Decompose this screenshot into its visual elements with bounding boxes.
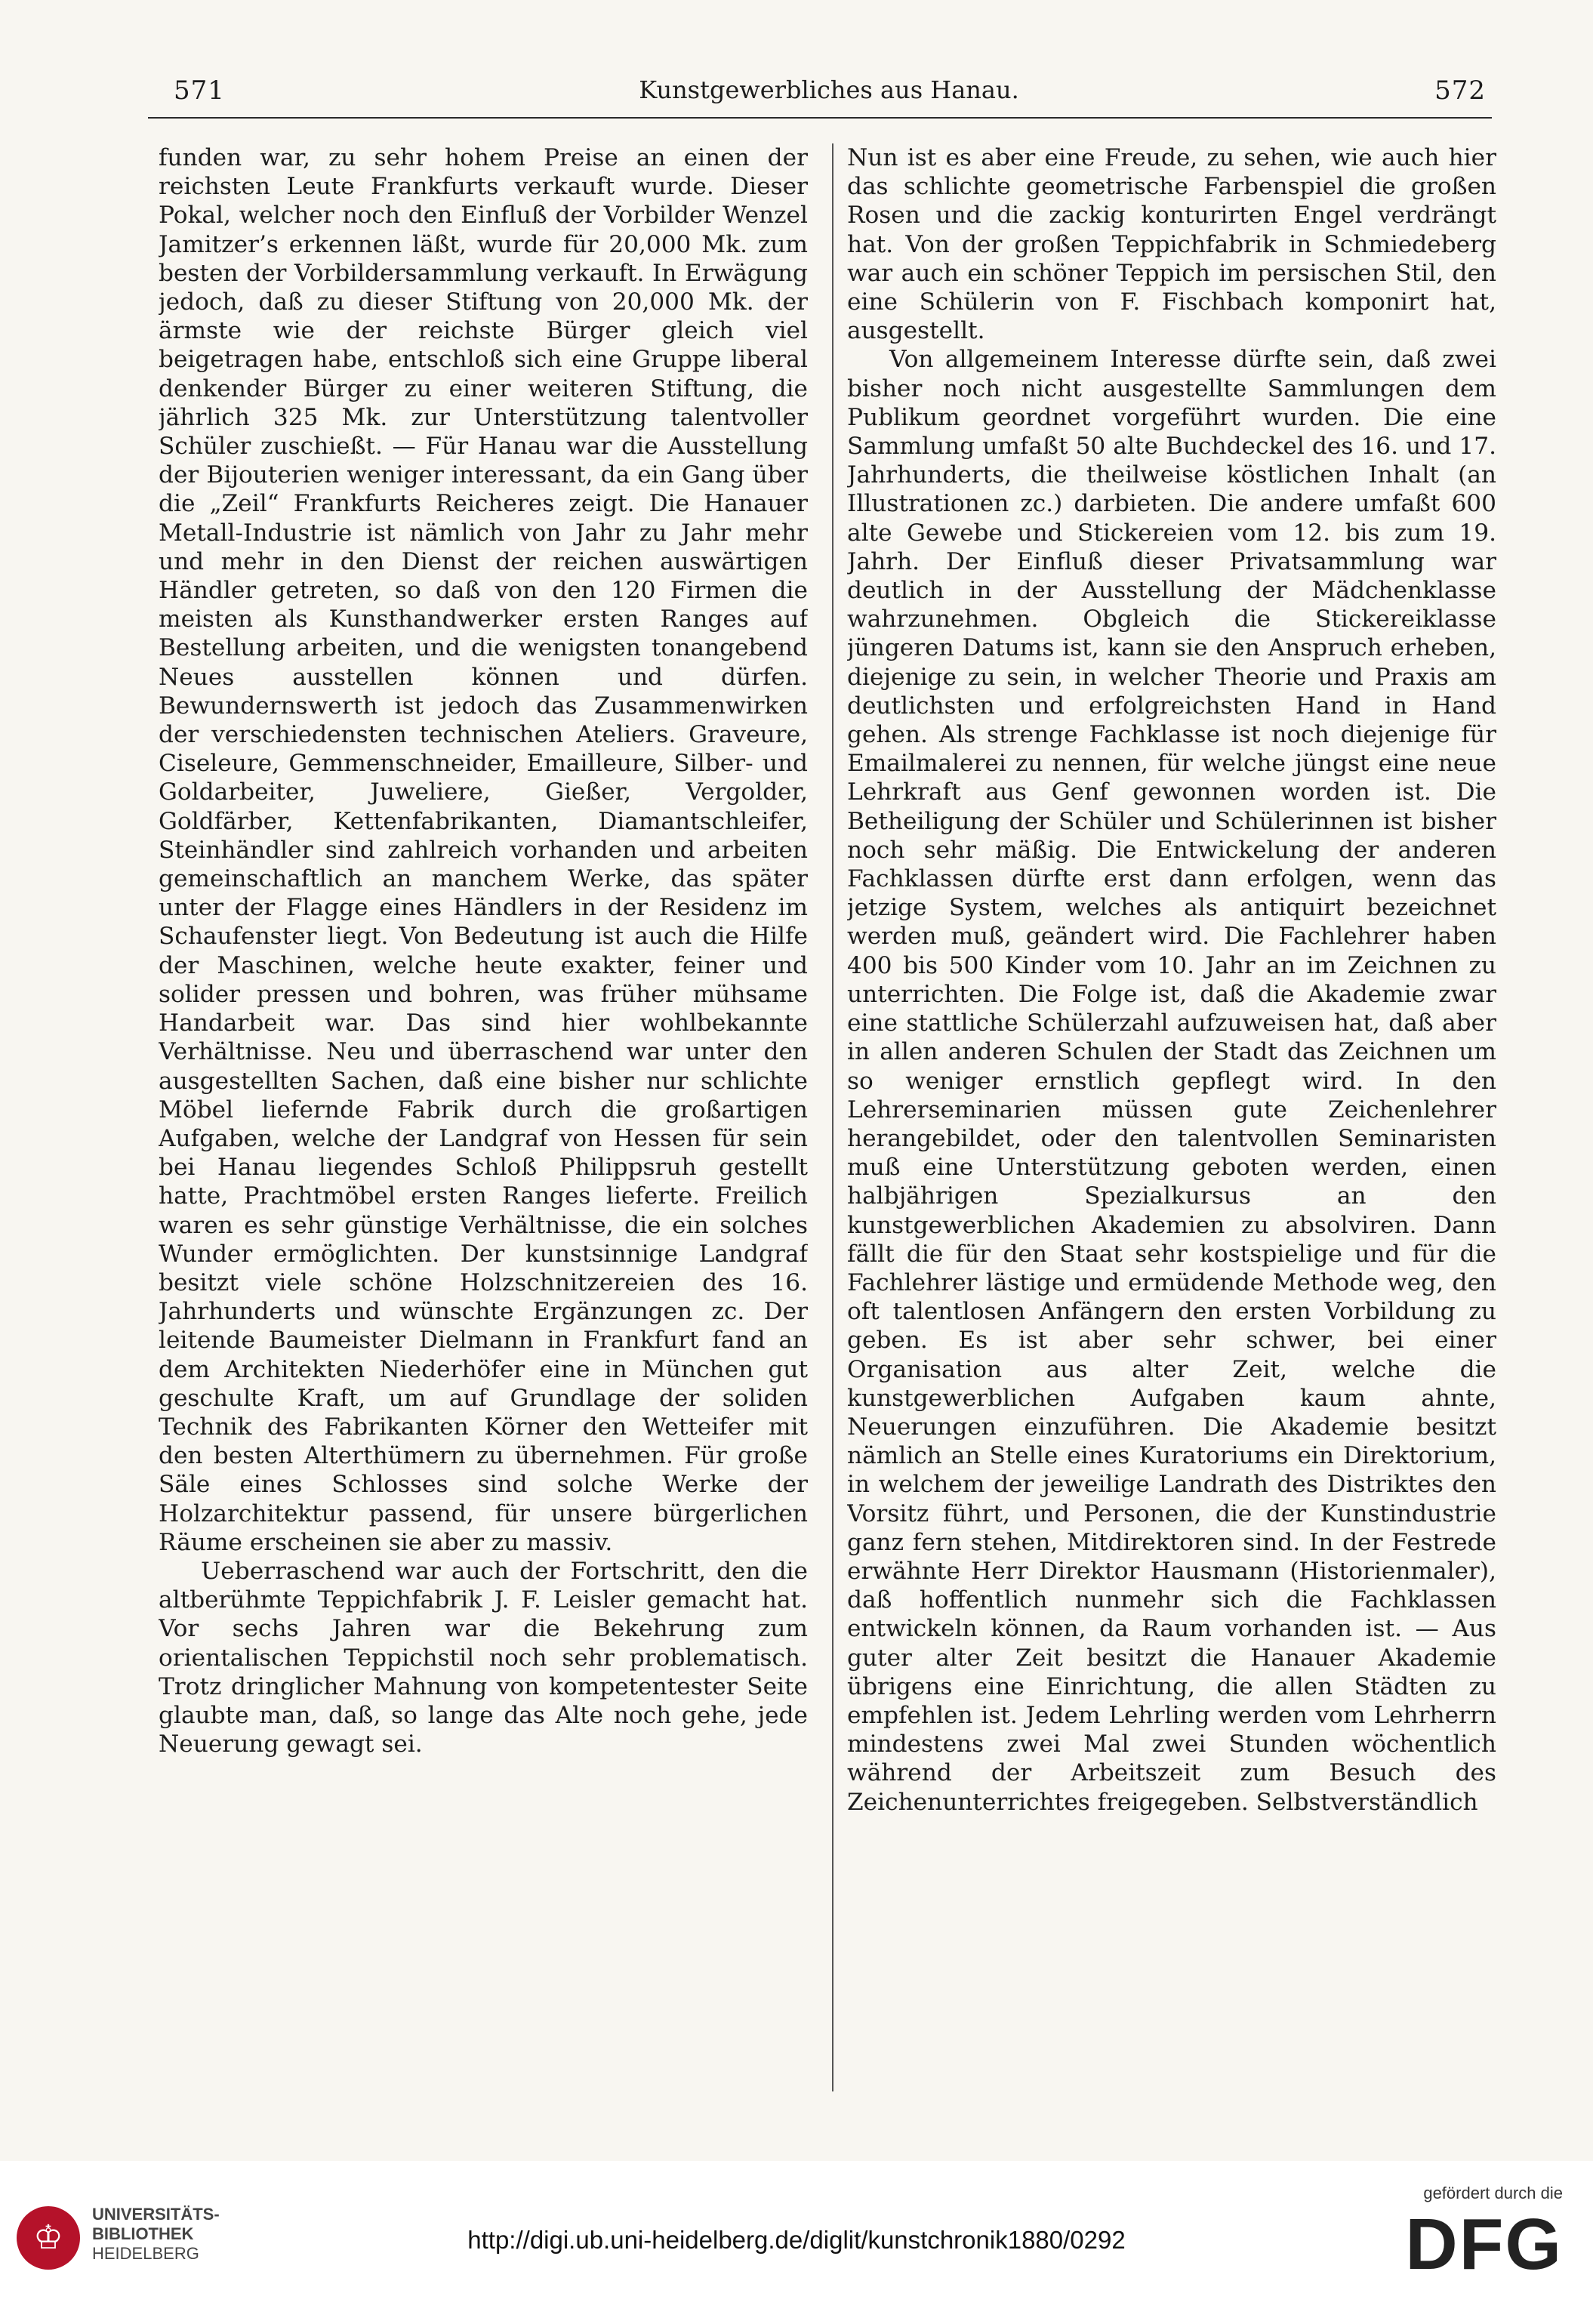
running-title: Kunstgewerbliches aus Hanau. bbox=[639, 76, 1019, 104]
dfg-logo-text: DFG bbox=[1405, 2204, 1563, 2285]
paragraph: Ueberraschend war auch der Fortschritt, den die altberühmte Teppichfabrik J. F. Leisler gemacht hat. Vor sechs Jahren war die Bekehrung zum orientalischen Teppichstil noch sehr problematisch. Trotz dringlicher Mahnung von kompetentester Seite glaubte man, daß, so lange das Alte noch gehe, jede Neuerung gewagt sei. bbox=[159, 1557, 808, 1758]
right-column bbox=[847, 143, 1496, 2095]
permalink-url[interactable]: http://digi.ub.uni-heidelberg.de/diglit/kunstchronik1880/0292 bbox=[467, 2226, 1126, 2254]
left-column bbox=[159, 143, 808, 2095]
page-number-left: 571 bbox=[174, 76, 225, 106]
header-rule bbox=[148, 117, 1492, 119]
page-number-right: 572 bbox=[1434, 76, 1486, 106]
library-name-line: HEIDELBERG bbox=[92, 2244, 199, 2263]
paragraph: funden war, zu sehr hohem Preise an einen der reichsten Leute Frankfurts verkauft wurde. Dieser Pokal, welcher noch den Einfluß der Vorbilder Wenzel Jamitzer’s erkennen läßt, wurde für 20,000 Mk. zum besten der Vorbildersammlung verkauft. In Erwägung jedoch, daß zu dieser Stiftung von 20,000 Mk. der ärmste wie der reichste Bürger gleich viel beigetragen habe, entschloß sich eine Gruppe liberal denkender Bürger zu einer weiteren Stiftung, die jährlich 325 Mk. zur Unterstützung talentvoller Schüler zuschießt. — Für Hanau war die Ausstellung der Bijouterien weniger interessant, da ein Gang über die „Zeil“ Frankfurts Reicheres zeigt. Die Hanauer Metall-Industrie ist nämlich von Jahr zu Jahr mehr und mehr in den Dienst der reichen auswärtigen Händler getreten, so daß von den 120 Firmen die meisten als Kunsthandwerker ersten Ranges auf Bestellung arbeiten, und die wenigsten tonangebend Neues ausstellen können und dürfen. Bewundernswerth ist jedoch das Zusammenwirken der verschiedensten technischen Ateliers. Graveure, Ciseleure, Gemmenschneider, Emailleure, Silber- und Goldarbeiter, Juweliere, Gießer, Vergolder, Goldfärber, Kettenfabrikanten, Diamantschleifer, Steinhändler sind zahlreich vorhanden und arbeiten gemeinschaftlich an manchem Werke, das später unter der Flagge eines Händlers in der Residenz im Schaufenster liegt. Von Bedeutung ist auch die Hilfe der Maschinen, welche heute exakter, feiner und solider pressen und bohren, was früher mühsame Handarbeit war. Das sind hier wohlbekannte Verhältnisse. Neu und überraschend war unter den ausgestellten Sachen, daß eine bisher nur schlichte Möbel liefernde Fabrik durch die großartigen Aufgaben, welche der Landgraf von Hessen für sein bei Hanau liegendes Schloß Philippsruh gestellt hatte, Prachtmöbel ersten Ranges lieferte. Freilich waren es sehr günstige Verhältnisse, die ein solches Wunder ermöglichten. Der kunstsinnige Landgraf besitzt viele schöne Holzschnitzereien des 16. Jahrhunderts und wünschte Ergänzungen zc. Der leitende Baumeister Dielmann in Frankfurt fand an dem Architekten Niederhöfer eine in München gut geschulte Kraft, um auf Grundlage der soliden Technik des Fabrikanten Körner den Wetteifer mit den besten Alterthümern zu übernehmen. Für große Säle eines Schlosses sind solche Werke der Holzarchitektur passend, für unsere bürgerlichen Räume erscheinen sie aber zu massiv. bbox=[159, 144, 808, 1556]
dfg-logo[interactable] bbox=[1389, 2184, 1563, 2297]
footer-bar bbox=[0, 2161, 1593, 2324]
paragraph: Von allgemeinem Interesse dürfte sein, daß zwei bisher noch nicht ausgestellte Sammlungen dem Publikum geordnet vorgeführt wurden. Die eine Sammlung umfaßt 50 alte Buchdeckel des 16. und 17. Jahrhunderts, die theilweise köstlichen Inhalt (an Illustrationen zc.) darbieten. Die andere umfaßt 600 alte Gewebe und Stickereien vom 12. bis zum 19. Jahrh. Der Einfluß dieser Privatsammlung war deutlich in der Ausstellung der Mädchenklasse wahrzunehmen. Obgleich die Stickereiklasse jüngeren Datums ist, kann sie den Anspruch erheben, diejenige zu sein, in welcher Theorie und Praxis am deutlichsten und erfolgreichsten Hand in Hand gehen. Als strenge Fachklasse ist noch diejenige für Emailmalerei zu nennen, für welche jüngst eine neue Lehrkraft aus Genf gewonnen worden ist. Die Betheiligung der Schüler und Schülerinnen ist bisher noch sehr mäßig. Die Entwickelung der anderen Fachklassen dürfte erst dann erfolgen, wenn das jetzige System, welches als antiquirt bezeichnet werden muß, geändert wird. Die Fachlehrer haben 400 bis 500 Kinder vom 10. Jahr an im Zeichnen zu unterrichten. Die Folge ist, daß die Akademie zwar eine stattliche Schülerzahl aufzuweisen hat, daß aber in allen anderen Schulen der Stadt das Zeichnen um so weniger ernstlich gepflegt wird. In den Lehrerseminarien müssen gute Zeichenlehrer herangebildet, oder den talentvollen Seminaristen muß eine Unterstützung geboten werden, einen halbjährigen Spezialkursus an den kunstgewerblichen Akademien zu absolviren. Dann fällt die für den Staat sehr kostspielige und für die Fachlehrer lästige und ermüdende Methode weg, den oft talentlosen Anfängern den ersten Vorbildung zu geben. Es ist aber sehr schwer, bei einer Organisation aus alter Zeit, welche die kunstgewerblichen Aufgaben kaum ahnte, Neuerungen einzuführen. Die Akademie besitzt nämlich an Stelle eines Kuratoriums ein Direktorium, in welchem der jeweilige Landrath des Distriktes den Vorsitz führt, und Personen, die der Kunstindustrie ganz fern stehen, Mitdirektoren sind. In der Festrede erwähnte Herr Direktor Hausmann (Historienmaler), daß hoffentlich nunmehr sich die Fachklassen entwickeln können, da Raum vorhanden ist. — Aus guter alter Zeit besitzt die Hanauer Akademie übrigens eine Einrichtung, die allen Städten zu empfehlen ist. Jedem Lehrling werden vom Lehrherrn mindestens zwei Mal zwei Stunden wöchentlich während der Arbeitszeit zum Besuch des Zeichenunterrichtes freigegeben. Selbstverständlich bbox=[847, 346, 1496, 1816]
column-divider bbox=[832, 143, 833, 2091]
running-header bbox=[165, 66, 1493, 109]
library-name-line: BIBLIOTHEK bbox=[92, 2224, 194, 2243]
paragraph: Nun ist es aber eine Freude, zu sehen, wie auch hier das schlichte geometrische Farbenspiel die großen Rosen und die zackig konturirten Engel verdrängt hat. Von der großen Teppichfabrik in Schmiedeberg war auch ein schöner Teppich im persischen Stil, den eine Schülerin von F. Fischbach komponirt hat, ausgestellt. bbox=[847, 144, 1496, 345]
heidelberg-seal-icon: ♔ bbox=[17, 2206, 80, 2270]
library-name-line: UNIVERSITÄTS- bbox=[92, 2205, 220, 2224]
funding-text: gefördert durch die bbox=[1423, 2184, 1563, 2202]
